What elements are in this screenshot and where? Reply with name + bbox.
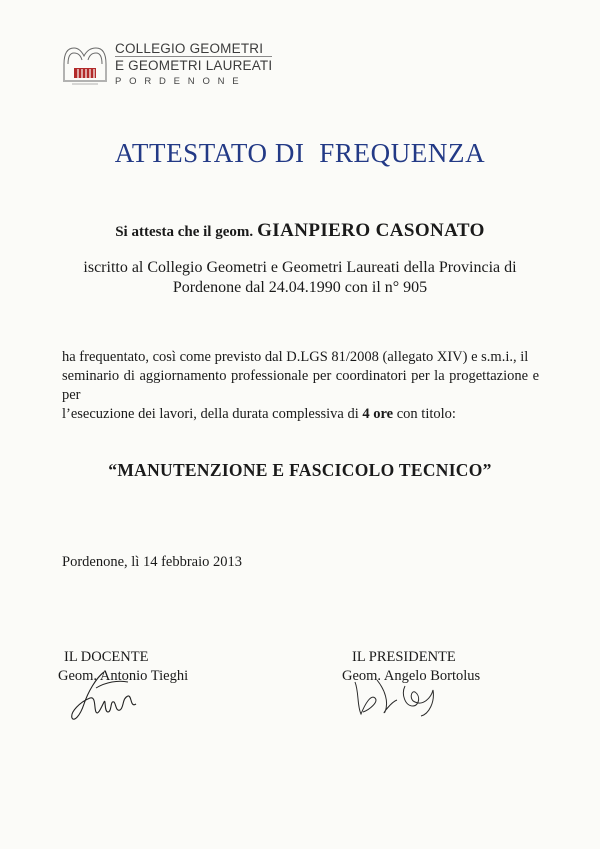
recipient-name: GIANPIERO CASONATO <box>257 220 485 241</box>
collegio-logo-icon <box>62 44 108 86</box>
course-duration: 4 ore <box>362 406 394 422</box>
collegio-logo-text <box>115 41 272 88</box>
attesta-line <box>0 220 600 242</box>
issue-date: Pordenone, lì 14 febbraio 2013 <box>62 554 243 570</box>
certificate-title: ATTESTATO DI FREQUENZA <box>114 138 486 168</box>
paragraph-line-1: ha frequentato, così come previsto dal D.LGS 81/2008 (allegato XIV) e s.m.i., il <box>62 349 529 365</box>
paragraph-line-3-start: l’esecuzione dei lavori, della durata complessiva di <box>62 406 363 422</box>
teacher-name: Geom. Antonio Tieghi <box>58 668 189 684</box>
registration-line-1: iscritto al Collegio Geometri e Geometri Laureati della Provincia di <box>83 259 517 276</box>
logo-line-3: PORDENONE <box>115 76 247 87</box>
teacher-role: IL DOCENTE <box>64 649 149 665</box>
attesta-label: Si attesta che il geom. <box>115 224 254 240</box>
president-role: IL PRESIDENTE <box>352 649 456 665</box>
registration-line-2: Pordenone dal 24.04.1990 con il n° 905 <box>172 279 428 296</box>
paragraph-line-3 <box>62 405 539 424</box>
logo-line-1: COLLEGIO GEOMETRI <box>115 41 264 56</box>
attendance-paragraph <box>62 348 539 424</box>
course-title: “MANUTENZIONE E FASCICOLO TECNICO” <box>108 460 492 480</box>
logo-line-2: E GEOMETRI LAUREATI <box>115 58 273 73</box>
registration-text <box>60 258 540 298</box>
paragraph-line-3-end: con titolo: <box>393 406 456 422</box>
teacher-handwritten-signature <box>66 668 156 728</box>
paragraph-line-2: seminario di aggiornamento professionale per coordinatori per la progettazione e per <box>62 368 539 403</box>
president-name: Geom. Angelo Bortolus <box>342 668 481 684</box>
president-handwritten-signature <box>345 672 455 722</box>
